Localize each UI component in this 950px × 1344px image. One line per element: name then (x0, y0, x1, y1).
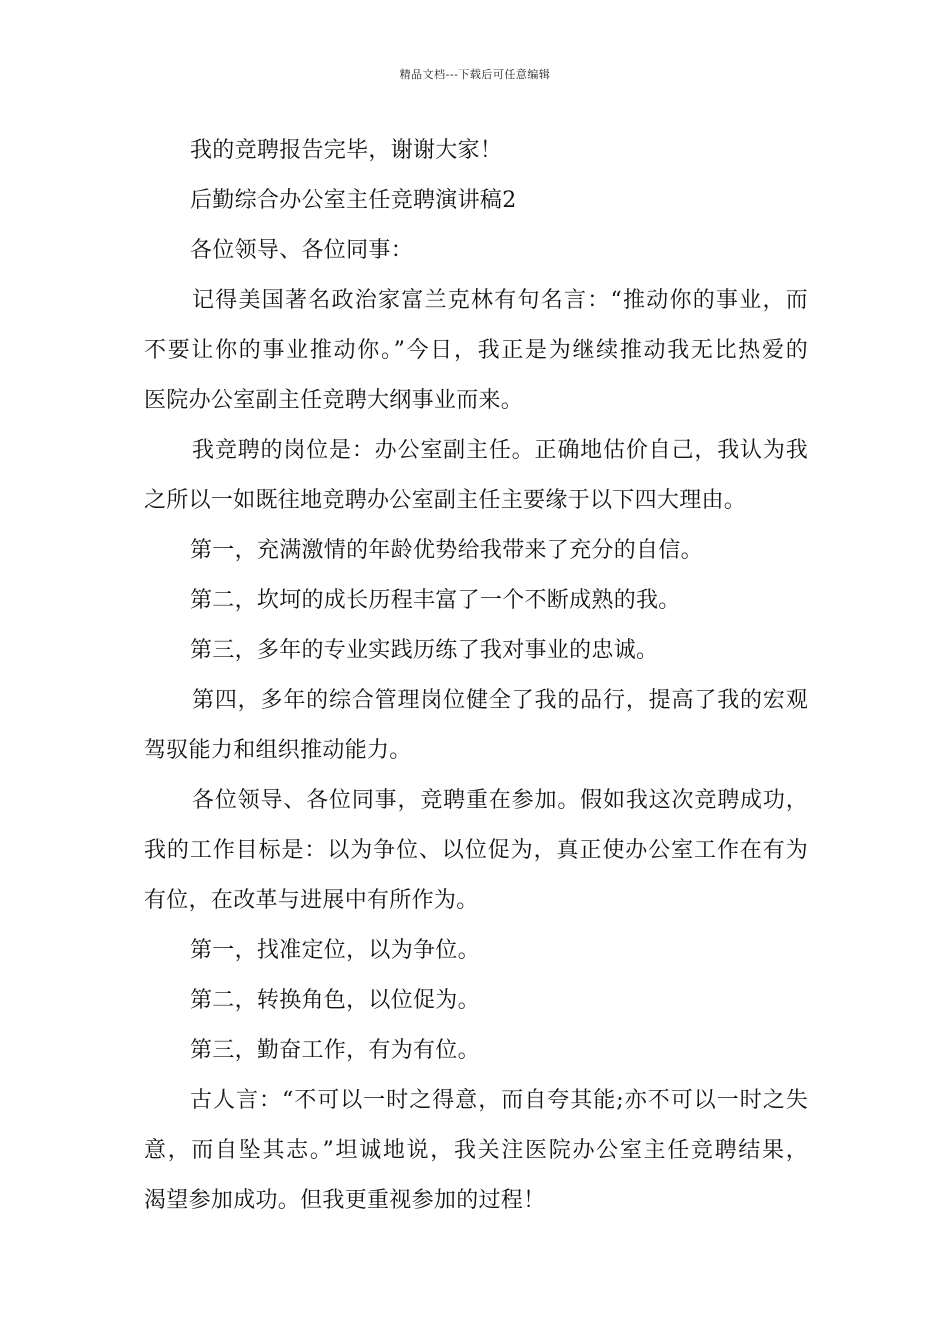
text-line: 各位领导、各位同事，竞聘重在参加。假如我这次竞聘成功， (192, 788, 808, 813)
text-line: 我的工作目标是：以为争位、以位促为，真正使办公室工作在有为 (144, 838, 808, 863)
text-line: 不要让你的事业推动你。”今日，我正是为继续推动我无比热爱的 (144, 338, 808, 363)
text-line: 第一，找准定位，以为争位。 (190, 938, 480, 963)
text-line: 驾驭能力和组织推动能力。 (144, 738, 412, 763)
text-line: 后勤综合办公室主任竞聘演讲稿2 (190, 188, 517, 213)
text-line: 第一，充满激情的年龄优势给我带来了充分的自信。 (190, 538, 703, 563)
text-line: 有位，在改革与进展中有所作为。 (144, 888, 479, 913)
text-line: 第四，多年的综合管理岗位健全了我的品行，提高了我的宏观 (192, 688, 808, 713)
text-line: 第二，转换角色，以位促为。 (190, 988, 480, 1013)
text-line: 各位领导、各位同事： (190, 238, 414, 263)
text-line: 古人言：“不可以一时之得意，而自夸其能;亦不可以一时之失 (190, 1088, 808, 1113)
page-header: 精品文档---下载后可任意编辑 (399, 68, 551, 81)
text-line: 我竞聘的岗位是：办公室副主任。正确地估价自己，我认为我 (192, 438, 808, 463)
text-line: 第三，多年的专业实践历练了我对事业的忠诚。 (190, 638, 659, 663)
text-line: 我的竞聘报告完毕，谢谢大家！ (190, 138, 503, 163)
text-line: 记得美国著名政治家富兰克林有句名言：“推动你的事业，而 (192, 288, 808, 313)
text-line: 意，而自坠其志。”坦诚地说，我关注医院办公室主任竞聘结果， (144, 1138, 808, 1163)
text-line: 第三，勤奋工作，有为有位。 (190, 1038, 480, 1063)
text-line: 渴望参加成功。但我更重视参加的过程！ (144, 1188, 546, 1213)
text-line: 第二，坎坷的成长历程丰富了一个不断成熟的我。 (190, 588, 681, 613)
text-line: 之所以一如既往地竞聘办公室副主任主要缘于以下四大理由。 (144, 488, 747, 513)
text-line: 医院办公室副主任竞聘大纲事业而来。 (144, 388, 524, 413)
